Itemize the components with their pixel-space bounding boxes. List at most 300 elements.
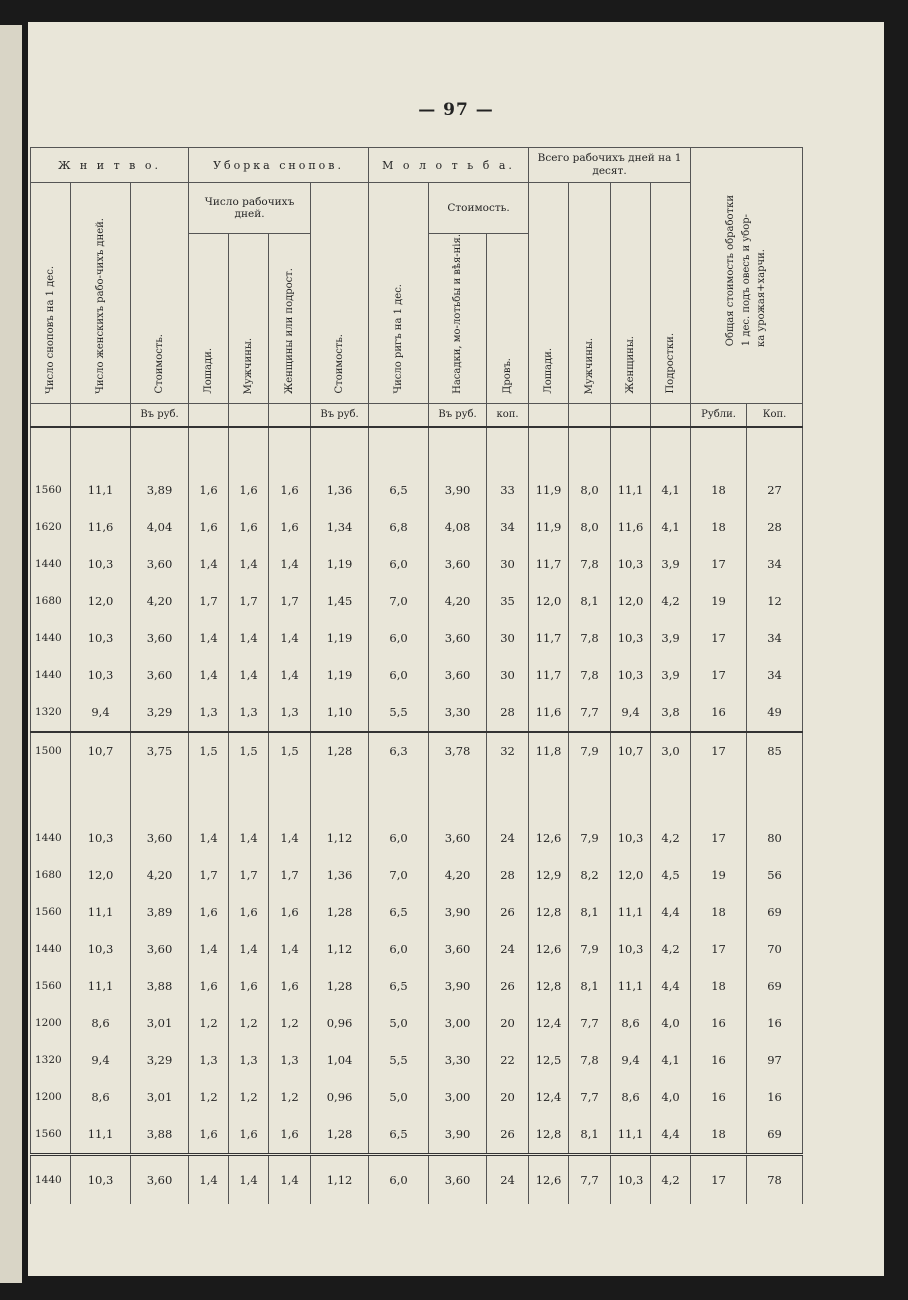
table-cell: 0,96: [311, 1079, 369, 1116]
table-cell: 16: [691, 694, 747, 732]
table-cell: 18: [691, 1116, 747, 1155]
table-cell: 0,96: [311, 1005, 369, 1042]
table-cell: 1440: [31, 546, 71, 583]
header-nasadki: Насадки, мо-лотьбы и вѣя-нія.: [429, 234, 487, 404]
table-cell: 11,1: [611, 968, 651, 1005]
table-cell: 3,01: [131, 1005, 189, 1042]
unit-empty-8: [569, 403, 611, 427]
table-cell: 11,1: [611, 1116, 651, 1155]
table-cell: 85: [747, 732, 803, 770]
table-cell: 6,8: [369, 509, 429, 546]
table-cell: 1200: [31, 1005, 71, 1042]
table-cell: 1,10: [311, 694, 369, 732]
table-cell: 4,20: [429, 857, 487, 894]
table-row: [31, 546, 803, 583]
table-cell: 1,12: [311, 820, 369, 857]
table-cell: 1,6: [269, 509, 311, 546]
table-cell: 12,0: [529, 583, 569, 620]
table-cell: 6,5: [369, 968, 429, 1005]
table-cell: 3,60: [131, 546, 189, 583]
table-cell: 26: [487, 968, 529, 1005]
header-chislo-rig: Число ригъ на 1 дес.: [369, 183, 429, 404]
table-cell: 4,20: [131, 857, 189, 894]
table-cell: 4,4: [651, 968, 691, 1005]
header-obshchaya-line2: 1 дес. подъ овесъ и убор-: [740, 214, 752, 347]
table-cell: 3,60: [131, 1154, 189, 1204]
table-cell: 1,7: [269, 583, 311, 620]
table-cell: 11,7: [529, 620, 569, 657]
header-uborka: Уборка снопов.: [189, 148, 369, 183]
table-cell: 1,6: [189, 894, 229, 931]
table-cell: 49: [747, 694, 803, 732]
table-cell: 18: [691, 968, 747, 1005]
table-cell: 3,89: [131, 472, 189, 509]
header-obshchaya-line3: ка урожая+харчи.: [755, 248, 767, 347]
table-cell: 4,2: [651, 1154, 691, 1204]
table-cell: 4,4: [651, 1116, 691, 1155]
table-cell: 69: [747, 894, 803, 931]
table-cell: 3,75: [131, 732, 189, 770]
table-cell: 12,6: [529, 820, 569, 857]
table-cell: 3,60: [429, 1154, 487, 1204]
table-cell: 1,3: [189, 694, 229, 732]
header-uborka-muzhchiny: Мужчины.: [229, 234, 269, 404]
table-cell: 1,4: [269, 546, 311, 583]
table-cell: 3,60: [131, 931, 189, 968]
table-cell: 34: [747, 546, 803, 583]
table-cell: 6,0: [369, 931, 429, 968]
table-cell: 1,6: [229, 472, 269, 509]
table-cell: 1,7: [189, 583, 229, 620]
table-cell: 4,4: [651, 894, 691, 931]
table-cell: 1,6: [189, 1116, 229, 1155]
table-cell: 5,5: [369, 694, 429, 732]
table-row: [31, 1116, 803, 1155]
table-cell: 8,1: [569, 1116, 611, 1155]
table-cell: 7,7: [569, 1079, 611, 1116]
header-obshchaya-line1: Общая стоимость обработки: [725, 195, 737, 347]
table-cell: 1,4: [189, 1154, 229, 1204]
table-cell: 6,5: [369, 894, 429, 931]
header-chislo-rabochikh: Число рабочихъ дней.: [189, 183, 311, 234]
table-cell: 26: [487, 1116, 529, 1155]
table-cell: 1,19: [311, 657, 369, 694]
table-cell: 11,9: [529, 472, 569, 509]
table-cell: 12,8: [529, 1116, 569, 1155]
table-cell: 10,7: [611, 732, 651, 770]
table-cell: 1,12: [311, 1154, 369, 1204]
table-cell: 5,0: [369, 1005, 429, 1042]
table-cell: 1,4: [229, 546, 269, 583]
table-cell: 4,0: [651, 1005, 691, 1042]
table-cell: 1,2: [269, 1079, 311, 1116]
table-cell: 1,5: [229, 732, 269, 770]
table-cell: 3,60: [429, 931, 487, 968]
table-cell: 8,0: [569, 509, 611, 546]
table-cell: 1200: [31, 1079, 71, 1116]
table-cell: 24: [487, 820, 529, 857]
unit-zhnitvo-rub: Въ руб.: [131, 403, 189, 427]
unit-molotba-rub: Въ руб.: [429, 403, 487, 427]
table-cell: 3,60: [429, 820, 487, 857]
data-table: [30, 147, 803, 1204]
table-cell: 3,60: [131, 620, 189, 657]
table-cell: 7,9: [569, 931, 611, 968]
table-cell: 1,4: [189, 546, 229, 583]
table-cell: 1,36: [311, 857, 369, 894]
table-cell: 3,90: [429, 968, 487, 1005]
table-cell: 12,8: [529, 968, 569, 1005]
table-cell: 7,9: [569, 732, 611, 770]
blank-row: [31, 770, 803, 820]
previous-page-edge: [0, 25, 22, 1283]
header-uborka-stoimost: Стоимость.: [311, 183, 369, 404]
table-cell: 4,08: [429, 509, 487, 546]
table-cell: 12,6: [529, 1154, 569, 1204]
table-cell: 10,3: [71, 657, 131, 694]
table-cell: 7,0: [369, 857, 429, 894]
table-cell: 1,6: [229, 894, 269, 931]
table-cell: 11,1: [611, 894, 651, 931]
header-vsego-zhenshchiny: Женщины.: [611, 183, 651, 404]
table-cell: 19: [691, 583, 747, 620]
table-cell: 17: [691, 820, 747, 857]
table-cell: 18: [691, 472, 747, 509]
table-cell: 10,3: [611, 820, 651, 857]
table-cell: 1,4: [269, 931, 311, 968]
table-cell: 3,00: [429, 1079, 487, 1116]
table-cell: 28: [747, 509, 803, 546]
table-cell: 3,29: [131, 694, 189, 732]
table-cell: 1,6: [269, 1116, 311, 1155]
table-cell: 1,7: [189, 857, 229, 894]
table-row: [31, 1079, 803, 1116]
table-cell: 1,4: [229, 931, 269, 968]
table-cell: 9,4: [71, 1042, 131, 1079]
table-cell: 1,4: [229, 1154, 269, 1204]
table-cell: 6,3: [369, 732, 429, 770]
table-cell: 1,12: [311, 931, 369, 968]
table-row: [31, 857, 803, 894]
table-cell: 69: [747, 1116, 803, 1155]
table-cell: 1,28: [311, 1116, 369, 1155]
header-vsego: Всего рабочихъ дней на 1 десят.: [529, 148, 691, 183]
table-cell: 8,6: [71, 1005, 131, 1042]
table-cell: 1,4: [269, 820, 311, 857]
table-cell: 3,90: [429, 1116, 487, 1155]
table-cell: 16: [691, 1079, 747, 1116]
table-cell: 3,78: [429, 732, 487, 770]
table-cell: 70: [747, 931, 803, 968]
table-cell: 1,4: [189, 820, 229, 857]
table-cell: 4,20: [131, 583, 189, 620]
table-cell: 1,4: [229, 620, 269, 657]
table-cell: 12,0: [611, 857, 651, 894]
table-cell: 7,8: [569, 1042, 611, 1079]
table-cell: 1,04: [311, 1042, 369, 1079]
table-row: [31, 931, 803, 968]
header-zhnitvo: Ж н и т в о.: [31, 148, 189, 183]
table-cell: 6,0: [369, 820, 429, 857]
unit-empty-7: [529, 403, 569, 427]
table-cell: 1,19: [311, 546, 369, 583]
table-cell: 17: [691, 732, 747, 770]
table-cell: 27: [747, 472, 803, 509]
table-cell: 3,60: [429, 620, 487, 657]
table-cell: 10,3: [611, 546, 651, 583]
table-cell: 1440: [31, 1154, 71, 1204]
table-cell: 1560: [31, 968, 71, 1005]
table-cell: 12,0: [71, 857, 131, 894]
table-row: [31, 694, 803, 732]
table-cell: 7,8: [569, 657, 611, 694]
table-cell: 1,3: [269, 694, 311, 732]
table-cell: 1,5: [189, 732, 229, 770]
table-cell: 1,19: [311, 620, 369, 657]
table-cell: 19: [691, 857, 747, 894]
unit-empty-3: [189, 403, 229, 427]
table-cell: 1,6: [269, 472, 311, 509]
table-cell: 1,4: [229, 657, 269, 694]
table-cell: 4,2: [651, 583, 691, 620]
table-cell: 3,88: [131, 968, 189, 1005]
blank-row: [31, 427, 803, 472]
table-cell: 1,45: [311, 583, 369, 620]
table-cell: 1440: [31, 657, 71, 694]
table-cell: 4,1: [651, 1042, 691, 1079]
table-row: [31, 472, 803, 509]
table-cell: 1560: [31, 472, 71, 509]
unit-empty-5: [269, 403, 311, 427]
table-cell: 1,6: [229, 509, 269, 546]
table-cell: 8,0: [569, 472, 611, 509]
table-cell: 11,7: [529, 657, 569, 694]
table-cell: 6,0: [369, 657, 429, 694]
table-cell: 11,6: [71, 509, 131, 546]
table-cell: 7,7: [569, 1005, 611, 1042]
table-cell: 1,7: [229, 857, 269, 894]
table-cell: 4,0: [651, 1079, 691, 1116]
table-cell: 11,6: [529, 694, 569, 732]
table-cell: 1,7: [269, 857, 311, 894]
table-cell: 12: [747, 583, 803, 620]
table-cell: 16: [691, 1042, 747, 1079]
table-cell: 10,3: [611, 657, 651, 694]
table-cell: 1,36: [311, 472, 369, 509]
unit-rubli: Рубли.: [691, 403, 747, 427]
table-cell: 11,9: [529, 509, 569, 546]
table-cell: 12,5: [529, 1042, 569, 1079]
table-cell: 16: [747, 1005, 803, 1042]
header-chislo-zhenskikh: Число женскихъ рабо-чихъ дней.: [71, 183, 131, 404]
table-cell: 1560: [31, 1116, 71, 1155]
table-cell: 1440: [31, 820, 71, 857]
table-cell: 7,8: [569, 620, 611, 657]
table-row: [31, 1042, 803, 1079]
table-cell: 6,0: [369, 546, 429, 583]
table-cell: 4,5: [651, 857, 691, 894]
table-cell: 1,2: [269, 1005, 311, 1042]
table-cell: 20: [487, 1079, 529, 1116]
table-cell: 4,1: [651, 472, 691, 509]
table-cell: 1,3: [229, 694, 269, 732]
table-cell: 10,7: [71, 732, 131, 770]
header-vsego-loshadi: Лошади.: [529, 183, 569, 404]
table-cell: 1320: [31, 1042, 71, 1079]
table-cell: 1680: [31, 857, 71, 894]
table-cell: 4,1: [651, 509, 691, 546]
table-cell: 12,0: [71, 583, 131, 620]
table-cell: 12,8: [529, 894, 569, 931]
table-cell: 24: [487, 1154, 529, 1204]
table-cell: 28: [487, 857, 529, 894]
table-cell: 1,6: [229, 1116, 269, 1155]
table-cell: 11,8: [529, 732, 569, 770]
table-cell: 3,0: [651, 732, 691, 770]
table-body: [31, 427, 803, 1204]
table-cell: 1,7: [229, 583, 269, 620]
table-cell: 4,20: [429, 583, 487, 620]
table-cell: 1440: [31, 620, 71, 657]
unit-molotba-kop: коп.: [487, 403, 529, 427]
unit-empty-6: [369, 403, 429, 427]
table-cell: 10,3: [611, 931, 651, 968]
unit-empty-10: [651, 403, 691, 427]
table-cell: 1,6: [189, 472, 229, 509]
table-cell: 6,5: [369, 1116, 429, 1155]
table-cell: 32: [487, 732, 529, 770]
table-cell: 8,1: [569, 583, 611, 620]
table-cell: 6,0: [369, 620, 429, 657]
table-cell: 56: [747, 857, 803, 894]
table-cell: 1,2: [189, 1079, 229, 1116]
table-cell: 28: [487, 694, 529, 732]
table-cell: 8,2: [569, 857, 611, 894]
table-cell: 12,6: [529, 931, 569, 968]
table-cell: 1,5: [269, 732, 311, 770]
table-cell: 18: [691, 509, 747, 546]
unit-uborka-rub: Въ руб.: [311, 403, 369, 427]
table-cell: 3,90: [429, 472, 487, 509]
unit-empty-9: [611, 403, 651, 427]
table-row: [31, 732, 803, 770]
table-row: [31, 1154, 803, 1204]
table-cell: 30: [487, 657, 529, 694]
table-cell: 1,28: [311, 894, 369, 931]
table-cell: 8,6: [611, 1005, 651, 1042]
table-cell: 1620: [31, 509, 71, 546]
table-cell: 20: [487, 1005, 529, 1042]
table-cell: 3,00: [429, 1005, 487, 1042]
table-cell: 1,28: [311, 968, 369, 1005]
table-cell: 1,2: [229, 1005, 269, 1042]
table-cell: 30: [487, 546, 529, 583]
table-cell: 10,3: [611, 620, 651, 657]
unit-empty-2: [71, 403, 131, 427]
table-cell: 3,60: [429, 546, 487, 583]
header-drov: Дровъ.: [487, 234, 529, 404]
table-cell: 1,2: [229, 1079, 269, 1116]
table-cell: 8,6: [71, 1079, 131, 1116]
table-cell: 35: [487, 583, 529, 620]
table-cell: 3,60: [429, 657, 487, 694]
table-row: [31, 620, 803, 657]
header-vsego-podrostki: Подростки.: [651, 183, 691, 404]
header-uborka-zhenshchiny: Женщины или подрост.: [269, 234, 311, 404]
table-cell: 4,2: [651, 820, 691, 857]
unit-kop: Коп.: [747, 403, 803, 427]
table-cell: 3,01: [131, 1079, 189, 1116]
table-cell: 3,89: [131, 894, 189, 931]
table-cell: 17: [691, 657, 747, 694]
table-cell: 22: [487, 1042, 529, 1079]
table-cell: 10,3: [71, 931, 131, 968]
table-cell: 3,90: [429, 894, 487, 931]
table-cell: 10,3: [71, 1154, 131, 1204]
table-cell: 26: [487, 894, 529, 931]
table-row: [31, 968, 803, 1005]
table-cell: 30: [487, 620, 529, 657]
table-cell: 1320: [31, 694, 71, 732]
table-cell: 1,6: [189, 509, 229, 546]
table-cell: 1,6: [229, 968, 269, 1005]
table-cell: 4,2: [651, 931, 691, 968]
unit-empty-1: [31, 403, 71, 427]
table-cell: 1680: [31, 583, 71, 620]
table-cell: 11,1: [71, 1116, 131, 1155]
table-row: [31, 583, 803, 620]
table-row: [31, 894, 803, 931]
table-cell: 1,4: [269, 620, 311, 657]
table-row: [31, 657, 803, 694]
table-cell: 80: [747, 820, 803, 857]
table-cell: 8,1: [569, 894, 611, 931]
table-cell: 1,34: [311, 509, 369, 546]
table-cell: 3,60: [131, 820, 189, 857]
table-cell: 1,4: [269, 1154, 311, 1204]
header-molotba-stoimost: Стоимость.: [429, 183, 529, 234]
table-cell: 18: [691, 894, 747, 931]
table-cell: 10,3: [611, 1154, 651, 1204]
header-chislo-snopov: Число сноповъ на 1 дес.: [31, 183, 71, 404]
table-cell: 1,3: [269, 1042, 311, 1079]
table-cell: 1,28: [311, 732, 369, 770]
table-cell: 34: [747, 657, 803, 694]
table-cell: 1500: [31, 732, 71, 770]
table-cell: 12,4: [529, 1079, 569, 1116]
table-cell: 1,4: [269, 657, 311, 694]
table-cell: 1,4: [189, 620, 229, 657]
table-cell: 11,7: [529, 546, 569, 583]
table-cell: 4,04: [131, 509, 189, 546]
table-cell: 10,3: [71, 620, 131, 657]
table-cell: 9,4: [611, 694, 651, 732]
unit-empty-4: [229, 403, 269, 427]
table-cell: 3,88: [131, 1116, 189, 1155]
table-cell: 5,5: [369, 1042, 429, 1079]
table-cell: 1,3: [229, 1042, 269, 1079]
table-cell: 11,1: [71, 968, 131, 1005]
table-cell: 3,29: [131, 1042, 189, 1079]
table-cell: 17: [691, 1154, 747, 1204]
table-cell: 3,9: [651, 657, 691, 694]
table-cell: 3,8: [651, 694, 691, 732]
table-cell: 12,0: [611, 583, 651, 620]
page-number: — 97 —: [418, 100, 494, 120]
table-cell: 9,4: [71, 694, 131, 732]
table-cell: 3,30: [429, 1042, 487, 1079]
table-cell: 7,0: [369, 583, 429, 620]
